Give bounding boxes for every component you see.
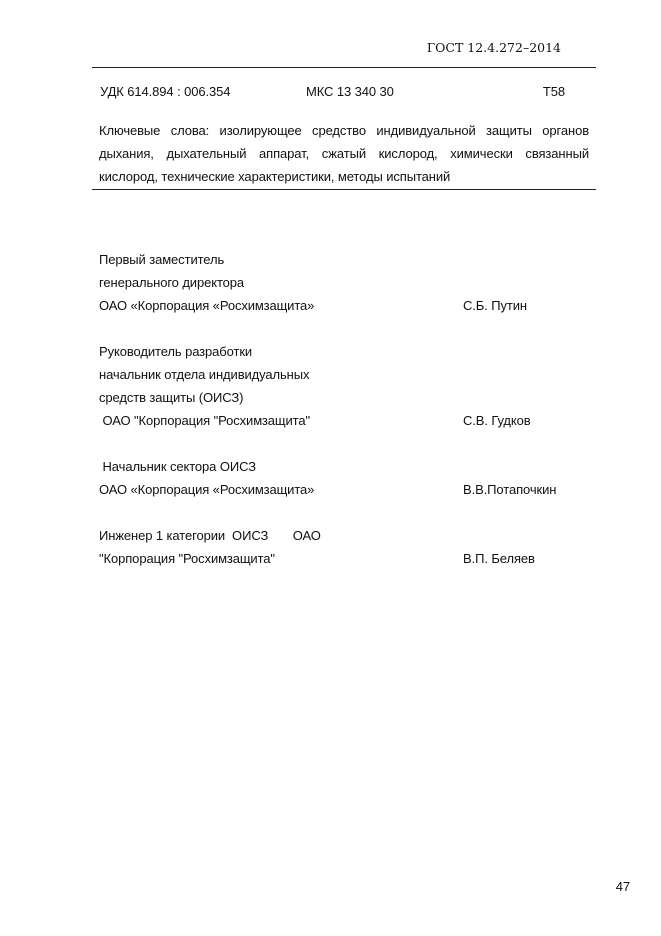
signatory-1-name: С.Б. Путин: [463, 298, 527, 313]
signatory-3-line-2: ОАО «Корпорация «Росхимзащита»: [99, 482, 315, 497]
mks-code: МКС 13 340 30: [306, 84, 394, 99]
signatory-1-line-2: генерального директора: [99, 275, 245, 290]
signatory-2-line-4: ОАО "Корпорация "Росхимзащита": [99, 413, 310, 428]
signatory-4-line-1: Инженер 1 категории ОИСЗ ОАО: [99, 528, 321, 543]
top-divider: [92, 67, 596, 68]
keywords-paragraph: Ключевые слова: изолирующее средство индивидуальной защиты органов дыхания, дыхательный аппарат, сжатый кислород, химически связанный кислород, технические характеристики, методы испытаний: [99, 123, 589, 184]
signatory-4-name: В.П. Беляев: [463, 551, 535, 566]
page-number: 47: [615, 879, 630, 894]
signatory-3-line-1: Начальник сектора ОИСЗ: [99, 459, 256, 474]
signatory-2-line-1: Руководитель разработки: [99, 344, 253, 359]
standard-designation: ГОСТ 12.4.272–2014: [426, 40, 561, 55]
keywords-divider: [92, 189, 596, 190]
signatory-1-line-1: Первый заместитель: [99, 252, 225, 267]
signatory-2-line-3: средств защиты (ОИСЗ): [99, 390, 244, 405]
classification-code: Т58: [542, 84, 565, 99]
signatory-4-line-2: "Корпорация "Росхимзащита": [99, 551, 275, 566]
signatory-2-name: С.В. Гудков: [463, 413, 531, 428]
signatory-3-name: В.В.Потапочкин: [463, 482, 557, 497]
udk-code: УДК 614.894 : 006.354: [100, 84, 231, 99]
signatory-1-line-3: ОАО «Корпорация «Росхимзащита»: [99, 298, 315, 313]
signatory-2-line-2: начальник отдела индивидуальных: [99, 367, 310, 382]
